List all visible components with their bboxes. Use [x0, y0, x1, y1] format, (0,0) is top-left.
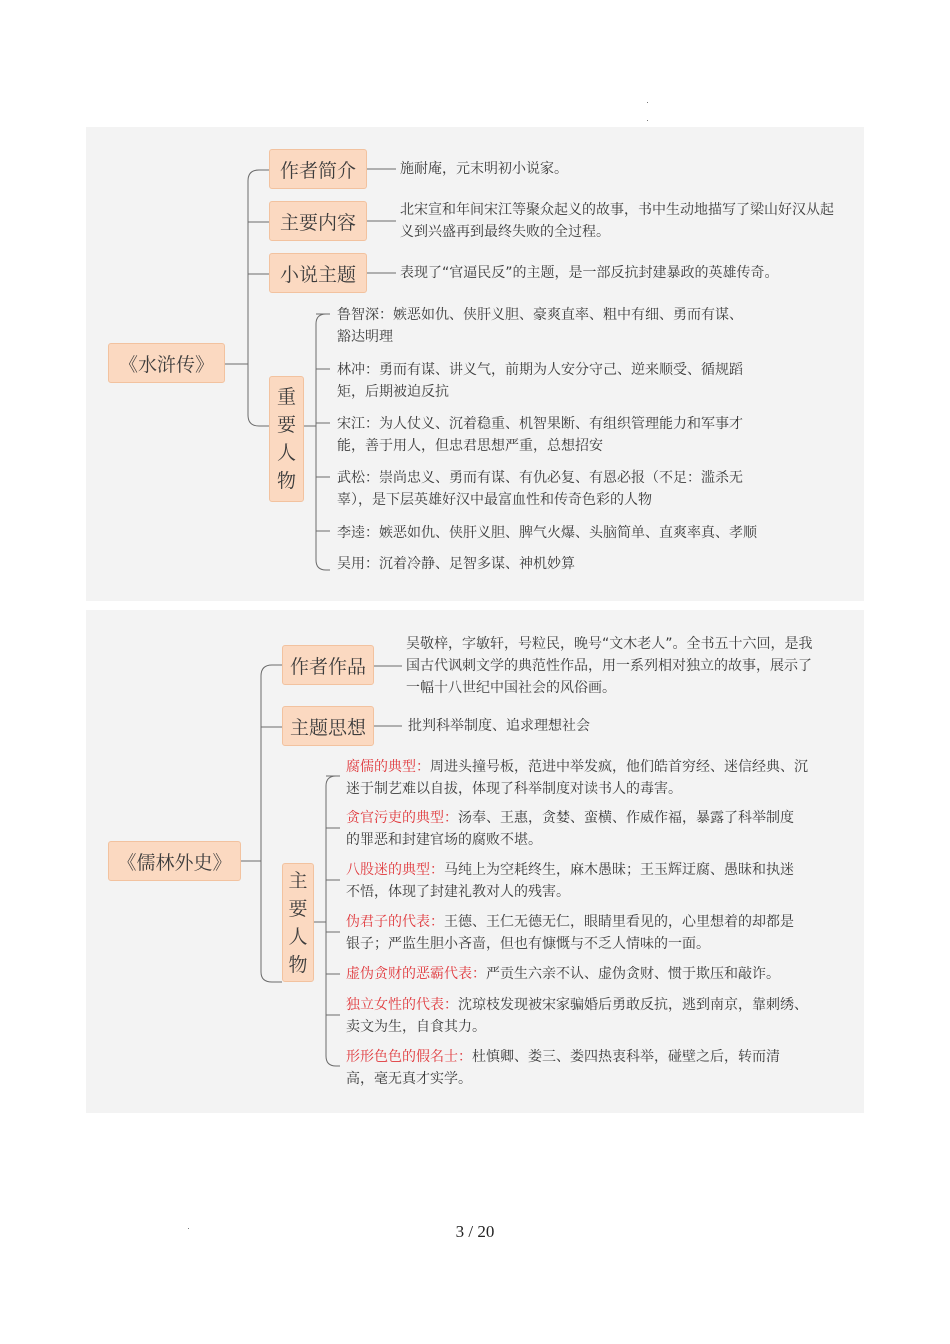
- character-item: [346, 807, 806, 851]
- category-label: 主题思想: [289, 716, 366, 739]
- character-desc: 沈琼枝发现被宋家骗婚后勇敢反抗，逃到南京，靠刺绣、卖文为生，自食其力。: [346, 997, 808, 1035]
- character-tag: 伪君子的代表：: [346, 914, 444, 930]
- character-item: 林冲：勇而有谋、讲义气，前期为人安分守己、逆来顺受、循规蹈矩，后期被迫反抗: [337, 362, 743, 400]
- character-tag: 虚伪贪财的恶霸代表：: [346, 966, 486, 982]
- character-item: 宋江：为人仗义、沉着稳重、机智果断、有组织管理能力和军事才能，善于用人，但忠君思想严重，总想招安: [337, 416, 743, 454]
- category-label: 小说主题: [279, 263, 356, 286]
- character-item: [346, 1046, 806, 1090]
- character-item: 鲁智深：嫉恶如仇、侠肝义胆、豪爽直率、粗中有细、勇而有谋、豁达明理: [337, 307, 743, 345]
- root-node-shuihu: [108, 343, 225, 383]
- character-item: [346, 859, 806, 903]
- category-author: [269, 149, 367, 189]
- category-label: 作者简介: [279, 159, 356, 182]
- author-text: 施耐庵，元末明初小说家。: [400, 161, 568, 177]
- character-item: [346, 994, 816, 1038]
- root-label: 《儒林外史》: [117, 851, 232, 874]
- character-item: 武松：崇尚忠义、勇而有谋、有仇必复、有恩必报（不足：滥杀无辜），是下层英雄好汉中最富血性和传奇色彩的人物: [337, 470, 743, 508]
- category-theme: [269, 253, 367, 293]
- character-desc: 马纯上为空耗终生，麻木愚昧；王玉辉迂腐、愚昧和执迷不悟，体现了封建礼教对人的残害。: [346, 862, 794, 900]
- mindmap-panel-shuihu: [86, 127, 864, 601]
- character-tag: 形形色色的假名士：: [346, 1049, 472, 1065]
- character-tag: 贪官污吏的典型：: [346, 810, 458, 826]
- character-item: [346, 963, 836, 985]
- speck: [647, 120, 648, 121]
- root-node-rulin: [108, 841, 241, 881]
- character-desc: 严贡生六亲不认、虚伪贪财、惯于欺压和敲诈。: [486, 966, 780, 982]
- page-number: 3 / 20: [455, 1222, 495, 1241]
- character-item: 李逵：嫉恶如仇、侠肝义胆、脾气火爆、头脑简单、直爽率真、孝顺: [337, 525, 757, 541]
- character-item: [346, 911, 806, 955]
- category-label: 作者作品: [289, 655, 366, 678]
- character-desc: 杜慎卿、娄三、娄四热衷科举，碰壁之后，转而清高，毫无真才实学。: [346, 1049, 780, 1087]
- category-content: [269, 201, 367, 241]
- character-desc: 王德、王仁无德无仁，眼睛里看见的，心里想着的却都是银子；严监生胆小吝啬，但也有慷慨与不乏人情味的一面。: [346, 914, 794, 952]
- content-text: 北宋宣和年间宋江等聚众起义的故事，书中生动地描写了梁山好汉从起义到兴盛再到最终失败的全过程。: [400, 202, 834, 240]
- category-theme: [282, 706, 374, 746]
- character-tag: 八股迷的典型：: [346, 862, 444, 878]
- theme-text: 批判科举制度、追求理想社会: [408, 718, 590, 734]
- category-characters: 主 要 人 物: [282, 863, 314, 982]
- character-desc: 汤奉、王惠，贪婪、蛮横、作威作福，暴露了科举制度的罪恶和封建官场的腐败不堪。: [346, 810, 794, 848]
- category-label: 主要内容: [279, 211, 356, 234]
- theme-text: 表现了“官逼民反”的主题，是一部反抗封建暴政的英雄传奇。: [400, 265, 779, 281]
- character-desc: 周进头撞号板，范进中举发疯，他们皓首穷经、迷信经典、沉迷于制艺难以自拔，体现了科举制度对读书人的毒害。: [346, 759, 808, 797]
- character-item: 吴用：沉着冷静、足智多谋、神机妙算: [337, 556, 575, 572]
- speck: [647, 102, 648, 103]
- character-item: [346, 756, 816, 800]
- category-characters: 重 要 人 物: [269, 376, 304, 502]
- works-text: 吴敬梓，字敏轩，号粒民，晚号“文木老人”。全书五十六回，是我国古代讽刺文学的典范性作品，用一系列相对独立的故事，展示了一幅十八世纪中国社会的风俗画。: [406, 636, 813, 696]
- mindmap-panel-rulin: [86, 610, 864, 1113]
- root-label: 《水浒传》: [118, 353, 214, 376]
- category-works: [282, 645, 374, 685]
- character-tag: 独立女性的代表：: [346, 997, 458, 1013]
- character-tag: 腐儒的典型：: [346, 759, 430, 775]
